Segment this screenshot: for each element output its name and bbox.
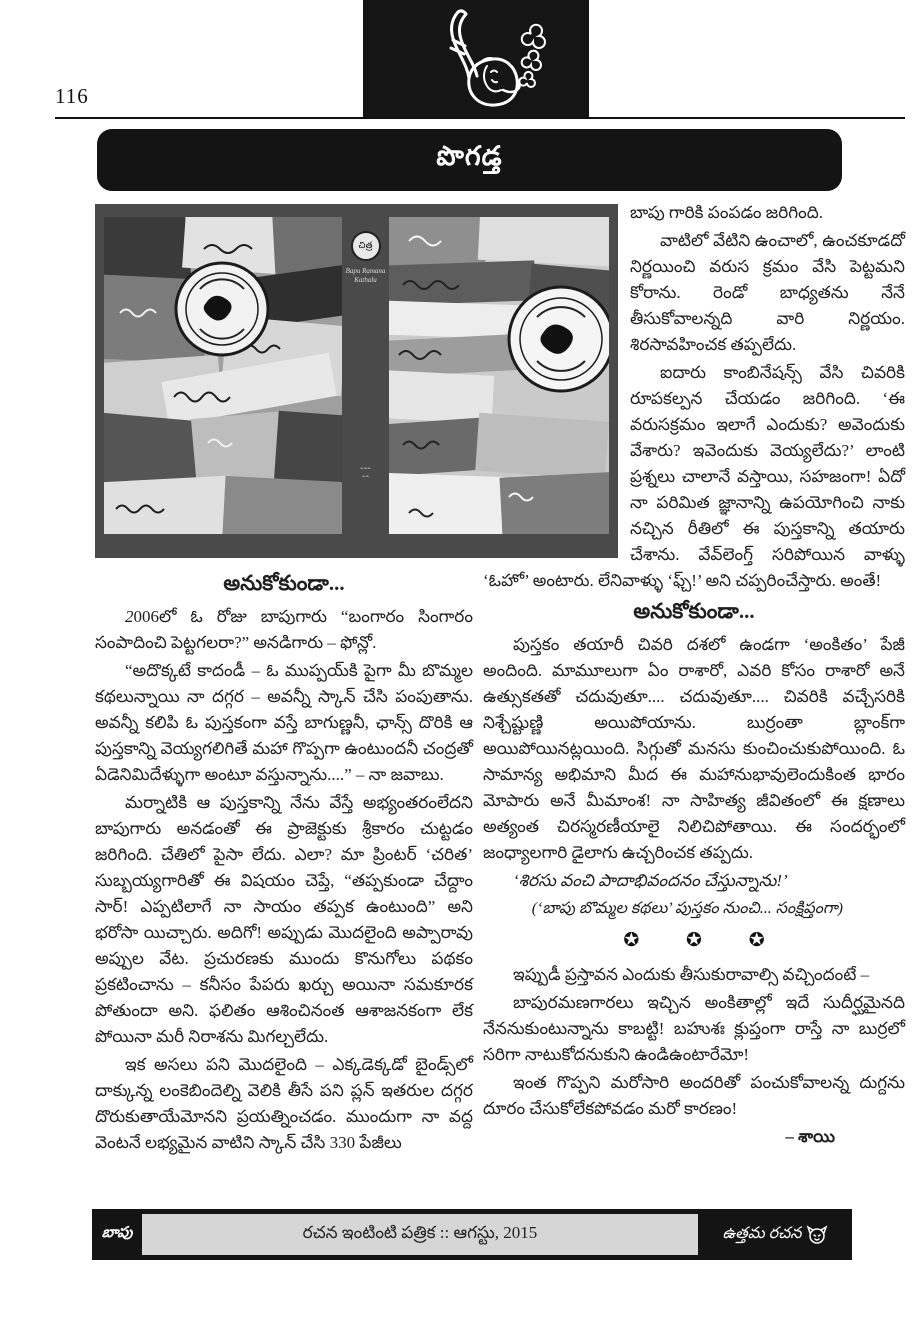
- comic-collage-left: [104, 217, 342, 534]
- left-column: [95, 566, 473, 1158]
- right-signature-script: [698, 1209, 852, 1260]
- spine-publisher-marks: ⌁⌁⌁ ⌁⌁: [360, 466, 371, 480]
- section-heading-left: అనుకోకుండా...: [223, 571, 345, 595]
- quote-attribution: (‘బాపు బొమ్మల కథలు’ పుస్తకం నుంచి... సంక్షిప్తంగా): [531, 900, 843, 917]
- journal-name-date: రచన ఇంటింటి పత్రిక :: ఆగస్టు, 2015: [302, 1222, 538, 1242]
- cat-doodle-icon: [806, 1225, 828, 1245]
- spine-title: Bapu Ramana Kathalu: [345, 267, 386, 284]
- book-cover-left-image: [104, 217, 342, 534]
- star-separator-icon: ✪ ✪ ✪: [623, 930, 765, 951]
- quote-line: ‘శిరసు వంచి పాదాభివందనం చేస్తున్నాను!’: [513, 871, 788, 890]
- article-title: పొగడ్త: [436, 141, 503, 171]
- author-byline: – శాయి: [785, 1127, 835, 1146]
- paragraph: బాపురమణగారలు ఇచ్చిన అంకితాల్లో ఇదే సుదీర్ఘమైనది నేననుకుంటున్నాను కాబట్టి! బహుశః క్లుప్తంగా రాస్తే నా బుర్రలో సరిగా నాటుకోదనుకుని ఉండిఉంటారేమో!: [483, 993, 905, 1064]
- bapu-signature-logo: బాపు: [100, 1224, 134, 1241]
- journal-strip: [142, 1214, 698, 1255]
- paragraph: ఇప్పుడీ ప్రస్తావన ఎందుకు తీసుకురావాల్సి వచ్చిందంటే –: [513, 965, 870, 984]
- masthead-illustration-box: [363, 0, 589, 118]
- page-number: 116: [55, 84, 89, 108]
- paragraph: పుస్తకం తయారీ చివరి దశలో ఉండగా ‘అంకితం’ పేజీ అందింది. మామూలుగా ఏం రాశారో, ఎవరి కోసం రాశారో అనే ఉత్సుకతతో చదువుతూ.... చదువుతూ.... చివరికి వచ్చేసరికి నిశ్చేష్టుణ్ణి అయిపోయాను. బుర్రంతా బ్లాంక్‌గా అయిపోయినట్లయింది. సిగ్గుతో మనసు కుంచించుకుపోయింది. ఓ సామాన్య అభిమాని మీద ఈ మహానుభావులెందుకింత భారం మోపారు అనే మీమాంశ! నా సాహిత్య జీవితంలో ఈ క్షణాలు అత్యంత చిరస్మరణీయాలై నిలిచిపోతాయి. ఈ సందర్భంలో జంధ్యాలగారి డైలాగు ఉచ్చరించక తప్పదు.: [483, 635, 905, 862]
- article-title-bar: [97, 129, 842, 191]
- smoking-pipe-icon: [363, 0, 589, 118]
- book-spine: [342, 217, 389, 534]
- section-heading-right: అనుకోకుండా...: [633, 599, 755, 623]
- paragraph: 2006లో ఓ రోజు బాపుగారు “బంగారం సింగారం సంపాదించి పెట్టగలరా?” అనడిగారు – ఫోన్లో.: [95, 607, 473, 652]
- paragraph: ఇక అసలు పని మొదలైంది – ఎక్కడెక్కడో బైండ్స్‌లో దాక్కున్న లంకెబిందెల్ని వెలికి తీసే పని ప్లన్ ఇతరుల దగ్గర దొరుకుతాయేమోనని ప్రయత్నించడం. ముందుగా నా వద్ద వెంటనే లభ్యమైన వాటిని స్కాన్ చేసి 330 పేజీలు: [95, 1055, 473, 1152]
- right-signature-text: ఉత్తమ రచన: [722, 1224, 802, 1242]
- paragraph: ఇంత గొప్పని మరోసారి అందరితో పంచుకోవాలన్న దుగ్దను దూరం చేసుకోలేకపోవడం మరో కారణం!: [483, 1073, 905, 1118]
- paragraph: వాటిలో వేటిని ఉంచాలో, ఉంచకూడదో నిర్ణయించి వరుస క్రమం వేసి పెట్టమని కోరాను. రెండో బాధ్యతను నేనే తీసుకోవాలన్నది వారి నిర్ణయం. శిరసావహించక తప్పలేదు.: [630, 231, 905, 354]
- publisher-seal-icon: చిత్ర: [351, 231, 381, 261]
- header-rule: [55, 117, 905, 119]
- footer-bar: [92, 1209, 852, 1260]
- paragraph: “అదొక్కటే కాదండీ – ఓ ముప్పయ్‌కి పైగా మీ బొమ్మల కథలున్నాయి నా దగ్గర – అవన్నీ స్కాన్ చేసి పంపుతాను. అవన్నీ కలిపి ఓ పుస్తకంగా వస్తే బాగుణ్ణనీ, ఛాన్స్ దొరికి ఆ పుస్తకాన్ని వెయ్యగలిగితే మహా గొప్పగా ఉంటుందనీ చంద్రతో ఏడెనిమిదేళ్ళుగా అంటూ వస్తున్నాను....” – నా జవాబు.: [95, 661, 473, 784]
- paragraph: మర్నాటికి ఆ పుస్తకాన్ని నేను వేస్తే అభ్యంతరంలేదని బాపుగారు అనడంతో ఈ ప్రాజెక్టుకు శ్రీకారం చుట్టడం జరిగింది. చేతిలో పైసా లేదు. ఎలా? మా ప్రింటర్ ‘చరిత’ సుబ్బయ్యగారితో ఈ విషయం చెప్తే, “తప్పకుండా చేద్దాం సార్! ఎప్పటిలాగే నా సాయం తప్పక ఉంటుంది” అని భరోసా యిచ్చారు. అదిగో! అప్పుడు మొదలైంది అప్పారావు అప్పుల వేట. ప్రచురణకు ముందు కొనుగోలు పథకం ప్రకటించాను – కనీసం పేపరు ఖర్చు అయినా సమకూరక పోతుందా అని. ఫలితం ఆశించినంత ఆశాజనకంగా లేక పోయినా మరీ నిరాశను మిగల్చలేదు.: [95, 793, 473, 1046]
- figure-wrap-spacer: [483, 200, 630, 562]
- paragraph: ఐదారు కాంబినేషన్స్ వేసి చివరికి రూపకల్పన చేయడం జరిగింది. ‘ఈ వరుసక్రమం ఇలాగే ఎందుకు? అవెందుకు వేశారు? ఇవెందుకు వెయ్యలేదు?’ లాంటి ప్రశ్నలు చాలానే వస్తాయి, సహజంగా! ఏదో నా పరిమిత జ్ఞానాన్ని ఉపయోగించి నాకు నచ్చిన రీతిలో ఈ పుస్తకాన్ని తయారు చేశాను. వేవ్‌లెంగ్త్ సరిపోయిన వాళ్ళు ‘ఓహో’ అంటారు. లేనివాళ్ళు ‘ఫ్చ్!’ అని చప్పరించేస్తారు. అంతే!: [483, 363, 905, 590]
- right-column: [483, 200, 905, 1152]
- paragraph: బాపు గారికి పంపడం జరిగింది.: [630, 203, 824, 222]
